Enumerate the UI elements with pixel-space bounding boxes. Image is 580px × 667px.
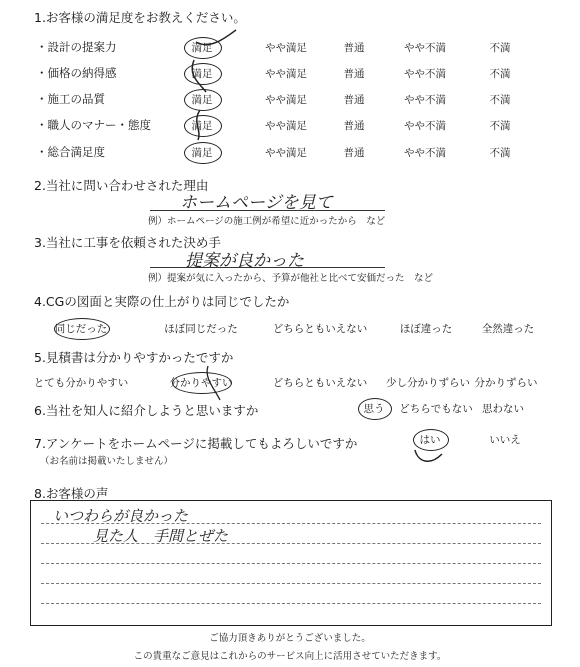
q5-option: 分かりやすい <box>169 377 233 389</box>
q4-option: 全然違った <box>481 323 535 335</box>
q5-title: 5.見積書は分かりやすかったですか <box>34 350 234 365</box>
rating-option: 満足 <box>191 147 213 159</box>
rating-option: やや満足 <box>265 147 307 159</box>
comment-line-1: いつわらが良かった <box>53 507 189 525</box>
q7-option: いいえ <box>489 434 521 446</box>
selected-rating-circle <box>184 89 222 111</box>
q6-option: どちらでもない <box>399 403 473 415</box>
customer-comment-box <box>30 500 552 626</box>
q5-option: どちらともいえない <box>272 377 368 389</box>
selected-rating-circle <box>184 63 222 85</box>
rating-option: 満足 <box>191 120 213 132</box>
rating-option: やや不満 <box>404 42 446 54</box>
q3-handwritten-answer: 提案が良かった <box>185 251 304 271</box>
q4-selected-circle <box>54 318 110 340</box>
q3-example: 例）提案が気に入ったから、予算が他社と比べて安価だった など <box>148 273 434 284</box>
q7-title: 7.アンケートをホームページに掲載してもよろしいですか <box>34 436 358 451</box>
rating-row-label: ・設計の提案力 <box>36 40 117 54</box>
selected-rating-circle <box>184 37 222 59</box>
rating-option: やや不満 <box>404 68 446 80</box>
q4-option: ほぼ違った <box>399 323 453 335</box>
q7-option: はい <box>419 434 441 446</box>
rating-option: やや満足 <box>265 94 307 106</box>
q2-answer-line <box>150 210 385 211</box>
footer-thanks: ご協力頂きありがとうございました。 <box>209 633 371 644</box>
rating-option: やや不満 <box>404 120 446 132</box>
rating-option: 普通 <box>343 120 365 132</box>
q6-option: 思わない <box>482 403 524 415</box>
q5-option: 少し分かりずらい <box>386 377 470 389</box>
comment-line-2: 見た人 手間とぜた <box>93 527 229 545</box>
q2-handwritten-answer: ホームページを見て <box>180 193 333 213</box>
rating-option: 普通 <box>343 94 365 106</box>
q6-title: 6.当社を知人に紹介しようと思いますか <box>34 403 259 418</box>
rating-option: 満足 <box>191 42 213 54</box>
rating-option: 不満 <box>489 147 511 159</box>
q7-selected-circle <box>413 429 449 451</box>
q3-answer-line <box>150 267 385 268</box>
q3-title: 3.当社に工事を依頼された決め手 <box>34 235 221 250</box>
rating-row-label: ・価格の納得感 <box>36 66 117 80</box>
q4-option: 同じだった <box>54 323 108 335</box>
rating-option: 不満 <box>489 42 511 54</box>
q4-option: どちらともいえない <box>272 323 368 335</box>
rating-option: 普通 <box>343 147 365 159</box>
rating-option: 普通 <box>343 42 365 54</box>
footer-note: この貴重なご意見はこれからのサービス向上に活用させていただきます。 <box>133 651 447 662</box>
q5-option: 分かりずらい <box>474 377 538 389</box>
rating-option: やや不満 <box>404 94 446 106</box>
q6-selected-circle <box>358 398 392 420</box>
rating-row-label: ・総合満足度 <box>36 145 105 159</box>
q4-title: 4.CGの図面と実際の仕上がりは同じでしたか <box>34 294 290 309</box>
rating-option: 普通 <box>343 68 365 80</box>
selected-rating-circle <box>184 142 222 164</box>
q1-title: 1.お客様の満足度をお教えください。 <box>34 10 246 25</box>
rating-option: 不満 <box>489 120 511 132</box>
q5-selected-circle <box>169 372 233 394</box>
q5-option: とても分かりやすい <box>33 377 129 389</box>
rating-option: 不満 <box>489 94 511 106</box>
rating-row-label: ・施工の品質 <box>36 92 105 106</box>
q2-example: 例）ホームページの施工例が希望に近かったから など <box>148 216 386 227</box>
q8-title: 8.お客様の声 <box>34 486 109 501</box>
q6-option: 思う <box>363 403 385 415</box>
rating-option: 不満 <box>489 68 511 80</box>
q4-option: ほぼ同じだった <box>164 323 238 335</box>
rating-row-label: ・職人のマナー・態度 <box>36 118 151 132</box>
rating-option: やや満足 <box>265 120 307 132</box>
rating-option: やや満足 <box>265 42 307 54</box>
q2-title: 2.当社に問い合わせされた理由 <box>34 178 209 193</box>
rating-option: 満足 <box>191 94 213 106</box>
q7-note: （お名前は掲載いたしません） <box>40 456 174 467</box>
selected-rating-circle <box>184 115 222 137</box>
rating-option: やや満足 <box>265 68 307 80</box>
rating-option: 満足 <box>191 68 213 80</box>
rating-option: やや不満 <box>404 147 446 159</box>
